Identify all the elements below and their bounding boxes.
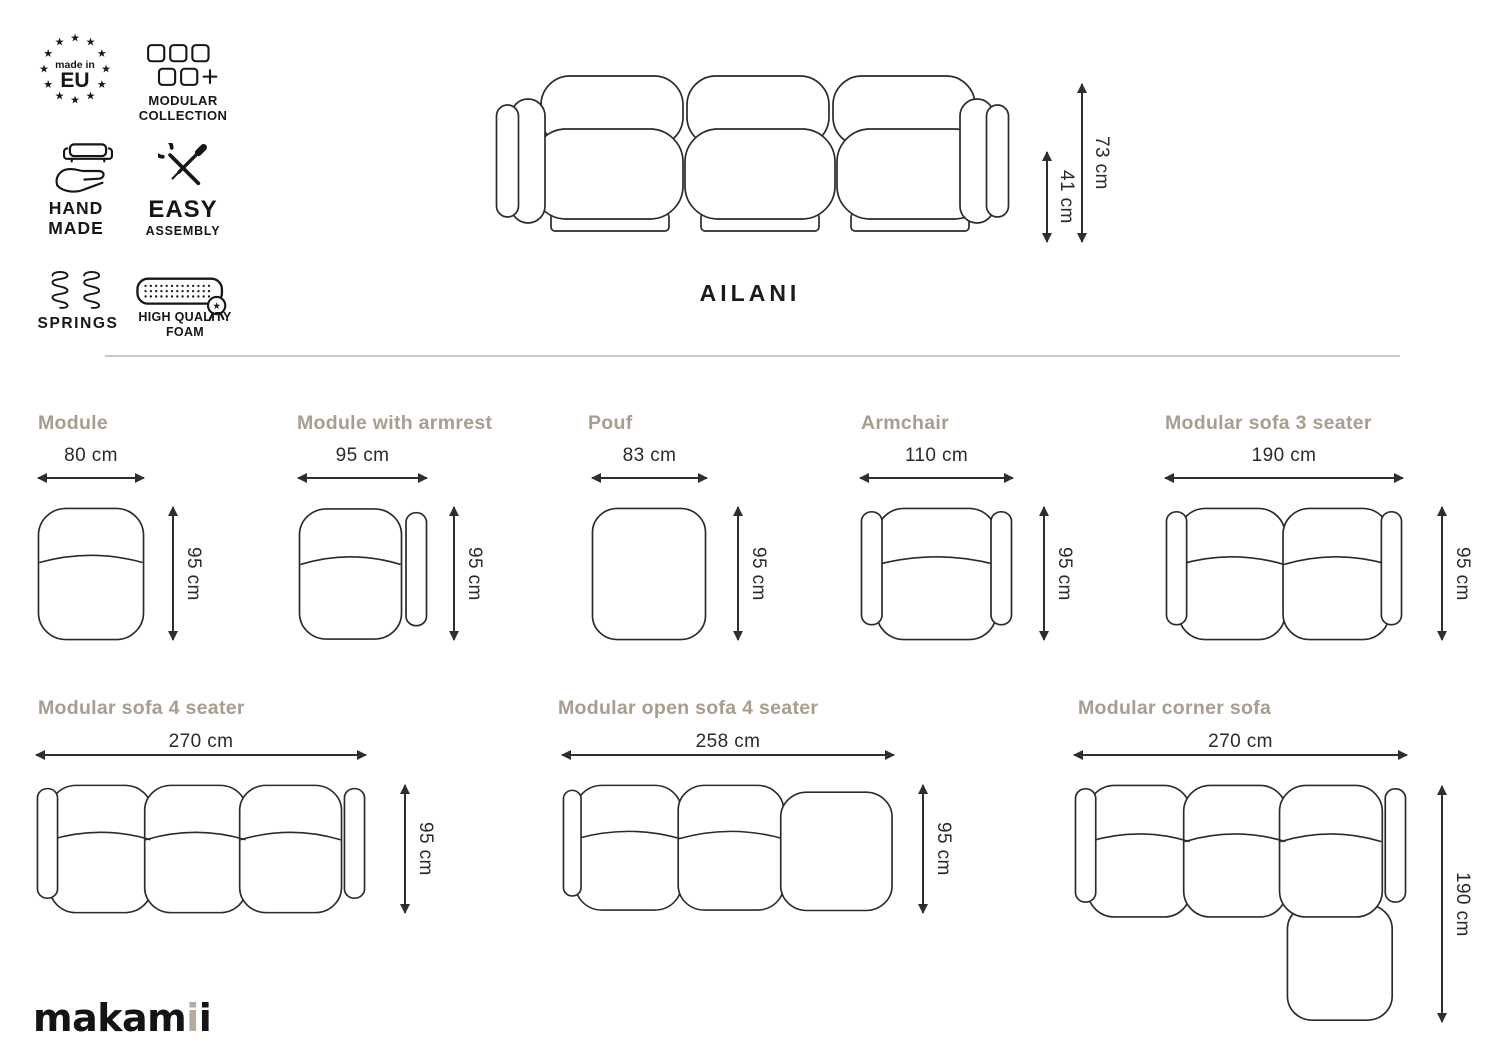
armchair-depth-arrow [1043, 507, 1045, 640]
module-drawing [37, 507, 145, 641]
corner-sofa-width-arrow [1074, 754, 1407, 756]
corner-sofa-drawing [1074, 784, 1407, 1024]
svg-text:★: ★ [212, 300, 221, 312]
corner-sofa-title: Modular corner sofa [1078, 697, 1272, 719]
corner-sofa-depth-arrow [1441, 786, 1443, 1022]
svg-text:★: ★ [96, 47, 107, 60]
springs-icon [50, 266, 110, 312]
sofa3-title: Modular sofa 3 seater [1165, 412, 1372, 434]
svg-text:★: ★ [54, 89, 65, 103]
pouf-depth-label: 95 cm [748, 546, 769, 601]
armchair-depth-label: 95 cm [1054, 546, 1075, 601]
easy-assembly-label: EASY ASSEMBLY [145, 196, 221, 239]
badge-easy-assembly [158, 143, 208, 193]
sofa4-open-width-label: 258 cm [695, 731, 761, 752]
badge-springs [50, 266, 110, 312]
svg-text:★: ★ [43, 47, 54, 60]
module-armrest-width-label: 95 cm [335, 445, 390, 466]
brand-logo-accent: i [186, 996, 199, 1040]
module-depth-label: 95 cm [183, 546, 204, 601]
brand-logo-part2: i [198, 996, 212, 1040]
sofa3-width-label: 190 cm [1251, 445, 1317, 466]
module-armrest-width-arrow [298, 477, 427, 479]
sofa4-open-depth-label: 95 cm [933, 822, 954, 876]
armchair-drawing [860, 507, 1013, 641]
easy-assembly-icon [158, 143, 208, 193]
svg-text:★: ★ [70, 93, 80, 107]
sofa3-depth-label: 95 cm [1452, 546, 1473, 601]
pouf-title: Pouf [588, 412, 633, 434]
sofa4-width-arrow [36, 754, 366, 756]
hand-made-icon [48, 143, 128, 199]
pouf-depth-arrow [737, 507, 739, 640]
total-height-arrow [1081, 84, 1083, 242]
made-in-eu-icon [37, 31, 113, 107]
corner-sofa-width-label: 270 cm [1208, 731, 1273, 752]
pouf-width-arrow [592, 477, 707, 479]
total-height-label: 73 cm [1091, 136, 1112, 190]
sofa4-drawing [36, 784, 366, 914]
badge-modular-collection [147, 44, 219, 86]
svg-text:★: ★ [96, 78, 107, 91]
badge-hand-made [48, 143, 128, 199]
high-quality-foam-label: HIGH QUALITY FOAM [138, 310, 232, 339]
sofa4-depth-arrow [404, 785, 406, 913]
sofa4-open-width-arrow [562, 754, 894, 756]
armchair-width-label: 110 cm [904, 445, 969, 466]
sofa4-depth-label: 95 cm [415, 822, 436, 876]
module-armrest-depth-arrow [453, 507, 455, 640]
product-name: AILANI [699, 280, 801, 306]
hero-sofa-drawing [495, 73, 1010, 245]
corner-sofa-depth-label: 190 cm [1452, 871, 1473, 937]
eu-label: EU [60, 69, 90, 92]
svg-text:★: ★ [85, 35, 96, 49]
sofa3-width-arrow [1165, 477, 1403, 479]
svg-text:★: ★ [85, 89, 96, 103]
section-divider [105, 355, 1400, 357]
module-width-arrow [38, 477, 144, 479]
sofa4-width-label: 270 cm [168, 731, 234, 752]
hand-made-label: HAND MADE [48, 198, 104, 238]
module-title: Module [38, 412, 109, 434]
svg-text:★: ★ [70, 31, 80, 45]
pouf-drawing [591, 507, 707, 641]
svg-text:★: ★ [39, 62, 49, 76]
sofa4-open-depth-arrow [922, 785, 924, 913]
brand-logo [33, 996, 211, 1040]
armchair-width-arrow [860, 477, 1013, 479]
module-armrest-title: Module with armrest [297, 412, 493, 434]
armchair-title: Armchair [861, 412, 950, 434]
modular-collection-label: MODULAR COLLECTION [138, 93, 228, 124]
svg-text:★: ★ [54, 35, 65, 49]
module-armrest-depth-label: 95 cm [464, 546, 485, 601]
sofa4-open-drawing [562, 784, 894, 916]
made-in-label: made in [55, 59, 95, 71]
sofa3-drawing [1165, 507, 1403, 641]
module-depth-arrow [172, 507, 174, 640]
brand-logo-part1: makam [33, 996, 187, 1040]
modular-collection-icon [147, 44, 219, 86]
sofa4-title: Modular sofa 4 seater [38, 697, 245, 719]
svg-text:★: ★ [43, 78, 54, 91]
module-armrest-drawing [298, 507, 428, 641]
seat-height-label: 41 cm [1056, 170, 1077, 224]
springs-label: SPRINGS [37, 315, 119, 332]
sofa4-open-title: Modular open sofa 4 seater [558, 697, 819, 719]
pouf-width-label: 83 cm [622, 445, 677, 466]
sofa3-depth-arrow [1441, 507, 1443, 640]
seat-height-arrow [1046, 152, 1048, 242]
badge-made-in-eu [37, 31, 113, 107]
module-width-label: 80 cm [64, 445, 118, 466]
svg-text:★: ★ [101, 62, 111, 76]
